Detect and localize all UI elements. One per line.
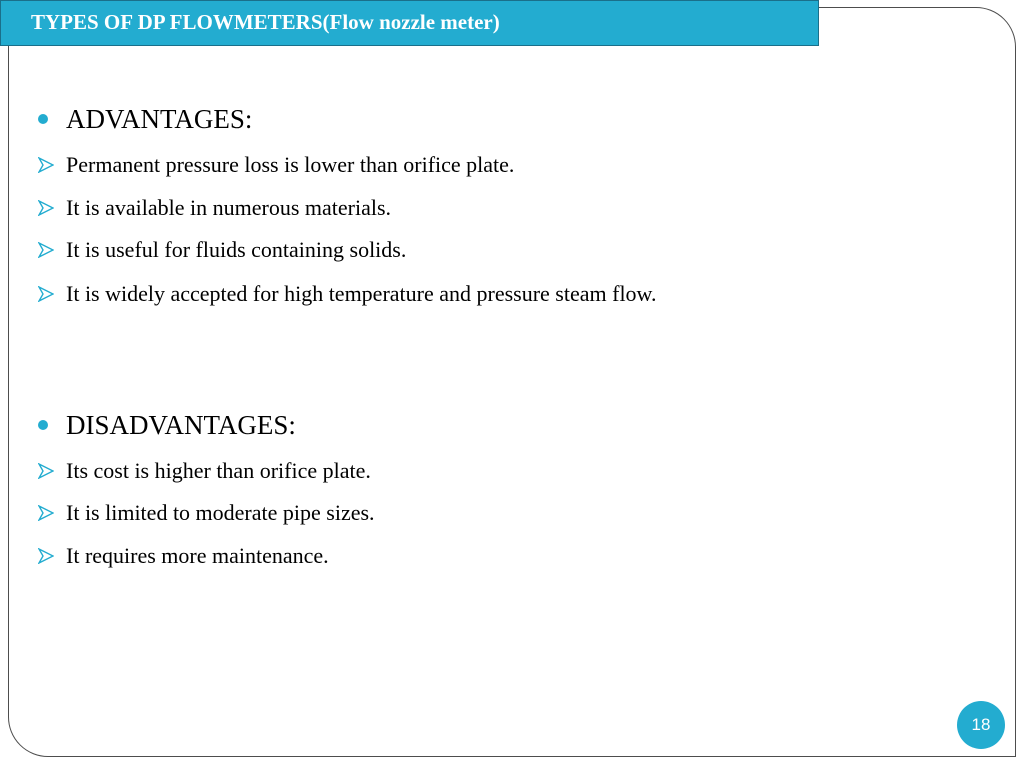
arrowhead-bullet-icon xyxy=(38,548,54,564)
list-item xyxy=(38,152,514,178)
list-item xyxy=(38,237,406,263)
advantage-item-1: Permanent pressure loss is lower than orifice plate. xyxy=(66,152,515,177)
list-item xyxy=(38,195,391,221)
disadvantage-item-3: It requires more maintenance. xyxy=(66,543,329,568)
advantages-heading: ADVANTAGES: xyxy=(66,104,253,134)
arrowhead-bullet-icon xyxy=(38,157,54,173)
advantage-item-4: It is widely accepted for high temperature and pressure steam flow. xyxy=(66,281,657,306)
title-bar xyxy=(0,0,819,46)
arrowhead-bullet-icon xyxy=(38,200,54,216)
disadvantages-heading: DISADVANTAGES: xyxy=(66,410,296,440)
list-item xyxy=(38,500,375,526)
disadvantage-item-1: Its cost is higher than orifice plate. xyxy=(66,458,371,483)
arrowhead-bullet-icon xyxy=(38,505,54,521)
arrowhead-bullet-icon xyxy=(38,242,54,258)
disadvantage-item-2: It is limited to moderate pipe sizes. xyxy=(66,500,375,525)
disadvantages-heading-row xyxy=(38,410,296,440)
circle-bullet-icon xyxy=(38,114,48,124)
list-item xyxy=(38,543,329,569)
slide-title: TYPES OF DP FLOWMETERS(Flow nozzle meter) xyxy=(31,10,500,34)
advantage-item-3: It is useful for fluids containing solids. xyxy=(66,237,407,262)
list-item xyxy=(38,458,371,484)
page-number: 18 xyxy=(971,715,991,734)
list-item xyxy=(38,281,657,307)
advantages-heading-row xyxy=(38,104,252,134)
advantage-item-2: It is available in numerous materials. xyxy=(66,195,392,220)
arrowhead-bullet-icon xyxy=(38,286,54,302)
page-number-badge xyxy=(957,701,1005,749)
arrowhead-bullet-icon xyxy=(38,463,54,479)
circle-bullet-icon xyxy=(38,420,48,430)
